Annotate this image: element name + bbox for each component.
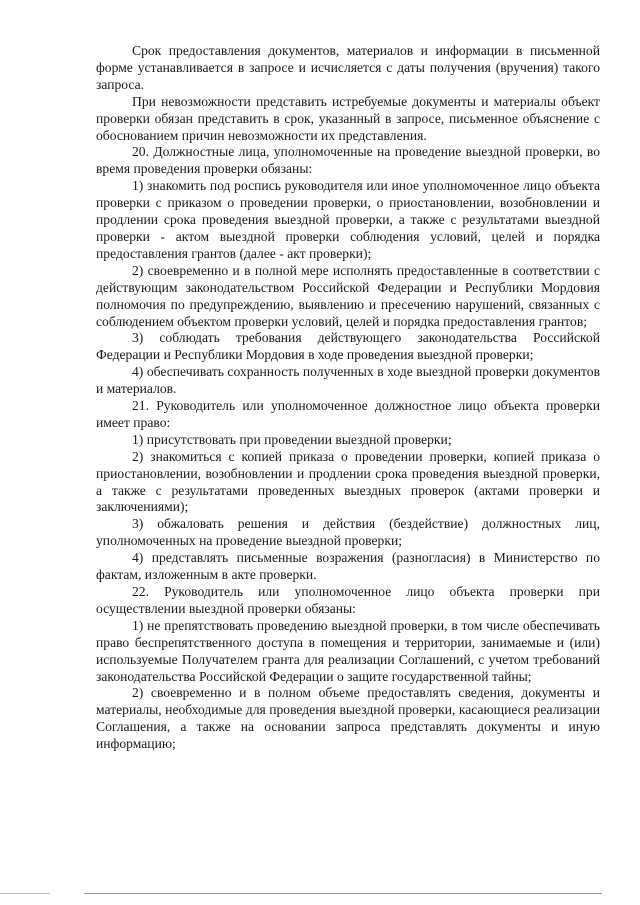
paragraph-22: 22. Руководитель или уполномоченное лицо объекта проверки при осуществлении выездной проверки обязаны:: [96, 584, 600, 616]
paragraph-20: 20. Должностные лица, уполномоченные на проведение выездной проверки, во время проведения проверки обязаны:: [96, 144, 600, 177]
paragraph-20-3: 3) соблюдать требования действующего законодательства Российской Федерации и Республики Мордовия в ходе проведения выездной проверки;: [96, 330, 600, 363]
paragraph-20-2: 2) своевременно и в полной мере исполнять предоставленные в соответствии с действующим законодательством Российской Федерации и Республики Мордовия полномочия по предупреждению, выявлению и пресечению нарушений, связанных с соблюдением объектом проверки условий, целей и порядка предоставления грантов;: [96, 262, 600, 329]
paragraph-21-1: 1) присутствовать при проведении выездной проверки;: [132, 431, 452, 447]
paragraph-20-4: 4) обеспечивать сохранность полученных в ходе выездной проверки документов и материалов.: [96, 364, 600, 397]
paragraph-21-2: 2) знакомиться с копией приказа о проведении проверки, копией приказа о приостановлении, возобновлении и продлении срока проведения выездной проверки, а также с результатами проведенных выездных проверок (актами проверки и заключениями);: [96, 448, 600, 515]
paragraph-22-1: 1) не препятствовать проведению выездной проверки, в том числе обеспечивать право беспрепятственного доступа в помещения и территории, занимаемые и (или) используемые Получателем гранта для реализации Соглашений, с учетом требований законодательства Российской Федерации о защите государственной тайны;: [96, 617, 600, 684]
paragraph-deadline: Срок предоставления документов, материалов и информации в письменной форме устанавливается в запросе и исчисляется с даты получения (вручения) такого запроса.: [96, 43, 600, 92]
paragraph-21-3: 3) обжаловать решения и действия (бездействие) должностных лиц, уполномоченных на проведение выездной проверки;: [96, 516, 600, 549]
paragraph-22-2: 2) своевременно и в полном объеме предоставлять сведения, документы и материалы, необходимые для проведения выездной проверки, касающиеся реализации Соглашения, а также на основании запроса представлять документы и иную информацию;: [96, 685, 600, 752]
paragraph-impossibility: При невозможности представить истребуемые документы и материалы объект проверки обязан представить в срок, указанный в запросе, письменное объяснение с обоснованием причин невозможности их представления.: [96, 93, 600, 143]
scan-edge-line-left: [0, 893, 50, 894]
paragraph-21-4: 4) представлять письменные возражения (разногласия) в Министерство по фактам, изложенным в акте проверки.: [96, 550, 600, 583]
document-body: [96, 43, 600, 753]
paragraph-21: 21. Руководитель или уполномоченное должностное лицо объекта проверки имеет право:: [96, 398, 600, 430]
paragraph-20-1: 1) знакомить под роспись руководителя или иное уполномоченное лицо объекта проверки с приказом о проведении проверки, о приостановлении, возобновлении и продлении срока проведения выездной проверки, а также с результатами выездной проверки - актом выездной проверки соблюдения условий, целей и порядка предоставления грантов (далее - акт проверки);: [96, 178, 600, 261]
scan-edge-line: [84, 893, 602, 894]
